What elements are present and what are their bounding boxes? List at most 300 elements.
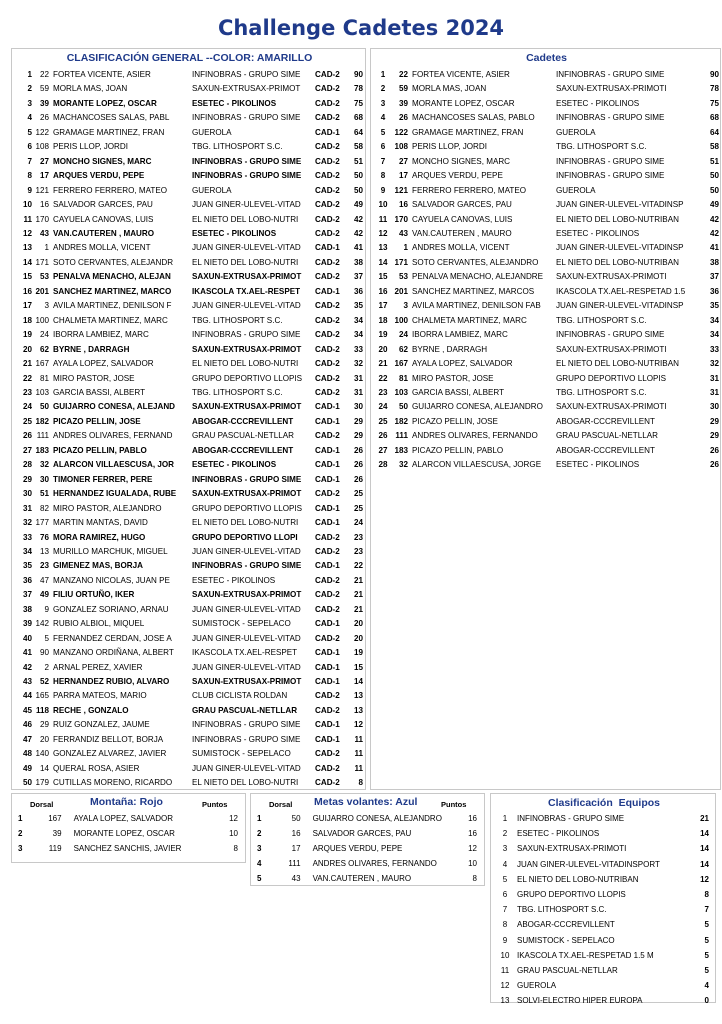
table-row (18, 126, 363, 140)
dorsal-cell: 108 (35, 142, 49, 152)
position-cell: 2 (257, 829, 262, 838)
points-cell: 49 (709, 200, 719, 210)
rider-name-cell: VAN.CAUTEREN , MAURO (53, 228, 155, 238)
team-cell: GRAU PASCUAL-NETLLAR (556, 431, 658, 441)
team-cell: ESETEC - PIKOLINOS (192, 460, 277, 470)
table-row (375, 111, 719, 125)
team-cell: GRAU PASCUAL-NETLLAR (517, 966, 618, 976)
points-cell: 13 (353, 705, 363, 715)
team-cell: SAXUN-EXTRUSAX-PRIMOTI (556, 84, 667, 94)
points-cell: 42 (353, 214, 363, 224)
mountain-dorsal-header: Dorsal (30, 800, 54, 809)
category-cell: CAD-2 (315, 359, 340, 369)
rider-name-cell: MORA RAMIREZ, HUGO (53, 532, 146, 542)
rider-name-cell: ANDRES OLIVARES, FERNANDO (312, 859, 437, 868)
team-cell: INFINOBRAS - GRUPO SIME (192, 561, 302, 571)
dorsal-cell: 27 (398, 156, 408, 166)
points-cell: 68 (353, 113, 363, 123)
points-cell: 21 (353, 575, 363, 585)
mountain-classification-box (11, 793, 246, 863)
position-cell: 11 (500, 966, 510, 976)
table-row (497, 963, 709, 978)
category-cell: CAD-2 (315, 171, 340, 181)
dorsal-cell: 122 (35, 127, 49, 137)
table-row (18, 68, 363, 82)
dorsal-cell: 111 (36, 431, 49, 441)
rider-name-cell: PARRA MATEOS, MARIO (53, 691, 147, 701)
dorsal-cell: 62 (398, 344, 408, 354)
team-cell: TBG. LITHOSPORT S.C. (556, 142, 647, 152)
rider-name-cell: SALVADOR GARCES, PAU (53, 200, 153, 210)
category-cell: CAD-2 (315, 373, 340, 383)
points-cell: 58 (709, 142, 719, 152)
rider-name-cell: MONCHO SIGNES, MARC (412, 156, 511, 166)
table-row (375, 328, 719, 342)
team-cell: SAXUN-EXTRUSAX-PRIMOT (192, 344, 302, 354)
position-cell: 2 (380, 84, 386, 94)
table-row (18, 574, 363, 588)
dorsal-cell: 13 (39, 546, 49, 556)
position-cell: 8 (27, 171, 32, 181)
page-title: Challenge Cadetes 2024 (217, 16, 505, 40)
rider-name-cell: FERRANDIZ BELLOT, BORJA (53, 734, 164, 744)
team-cell: GUEROLA (556, 185, 596, 195)
points-cell: 12 (229, 814, 238, 823)
dorsal-cell: 17 (39, 171, 49, 181)
teams-classification-box (490, 793, 716, 1006)
team-cell: ABOGAR-CCCREVILLENT (556, 445, 655, 455)
position-cell: 25 (378, 416, 388, 426)
points-cell: 30 (709, 402, 719, 412)
table-row (18, 689, 363, 703)
points-cell: 31 (353, 387, 363, 397)
mountain-header (12, 796, 247, 812)
dorsal-cell: 50 (39, 402, 49, 412)
position-cell: 12 (500, 981, 510, 991)
table-row (375, 140, 719, 154)
table-row (18, 776, 363, 790)
table-row (497, 978, 709, 993)
position-cell: 10 (378, 200, 388, 210)
team-cell: EL NIETO DEL LOBO-NUTRIBAN (556, 257, 679, 267)
rider-name-cell: MIRO PASTOR, JOSE (412, 373, 494, 383)
team-cell: JUAN GINER-ULEVEL-VITAD (192, 763, 301, 773)
category-cell: CAD-2 (315, 387, 340, 397)
position-cell: 36 (22, 575, 32, 585)
team-cell: ESETEC - PIKOLINOS (556, 228, 640, 238)
dorsal-cell: 171 (394, 257, 408, 267)
position-cell: 39 (22, 619, 32, 629)
position-cell: 1 (502, 814, 508, 823)
dorsal-cell: 24 (39, 330, 49, 340)
dorsal-cell: 24 (398, 330, 408, 340)
category-cell: CAD-1 (315, 460, 340, 470)
team-cell: EL NIETO DEL LOBO-NUTRIBAN (517, 874, 639, 884)
rider-name-cell: CHALMETA MARTINEZ, MARC (412, 315, 527, 325)
team-cell: ESETEC - PIKOLINOS (192, 98, 277, 108)
dorsal-cell: 43 (398, 228, 408, 238)
rider-name-cell: PICAZO PELLIN, PABLO (412, 445, 504, 455)
rider-name-cell: HERNANDEZ RUBIO, ALVARO (53, 677, 170, 687)
position-cell: 27 (378, 445, 388, 455)
points-cell: 35 (353, 301, 363, 311)
dorsal-cell: 118 (35, 705, 49, 715)
dorsal-cell: 5 (44, 633, 49, 643)
team-cell: IKASCOLA TX.AEL-RESPET (192, 648, 298, 658)
dorsal-cell: 23 (39, 561, 49, 571)
table-row (375, 241, 719, 255)
points-cell: 21 (700, 814, 709, 823)
table-row (18, 97, 363, 111)
team-cell: SOLVI-ELECTRO HIPER EUROPA (517, 996, 643, 1006)
dorsal-cell: 76 (39, 532, 49, 542)
dorsal-cell: 16 (291, 829, 301, 838)
team-cell: IKASCOLA TX.AEL-RESPET (192, 286, 301, 296)
category-cell: CAD-1 (315, 734, 340, 744)
rider-name-cell: PERIS LLOP, JORDI (53, 142, 128, 152)
position-cell: 23 (378, 387, 388, 397)
rider-name-cell: AYALA LOPEZ, SALVADOR (53, 359, 154, 369)
position-cell: 29 (22, 474, 32, 484)
general-classification-table (18, 68, 363, 791)
position-cell: 32 (22, 518, 32, 528)
category-cell: CAD-2 (315, 575, 340, 585)
team-cell: GRUPO DEPORTIVO LLOPIS (192, 373, 303, 383)
dorsal-cell: 119 (48, 844, 62, 853)
dorsal-cell: 121 (35, 185, 49, 195)
team-cell: JUAN GINER-ULEVEL-VITAD (192, 604, 301, 614)
team-cell: EL NIETO DEL LOBO-NUTRI (192, 257, 299, 267)
points-cell: 23 (353, 532, 363, 542)
category-cell: CAD-2 (315, 98, 340, 108)
table-row (375, 444, 719, 458)
position-cell: 26 (22, 431, 32, 441)
rider-name-cell: FERRERO FERRERO, MATEO (412, 185, 527, 195)
dorsal-cell: 39 (398, 98, 408, 108)
rider-name-cell: AYALA LOPEZ, SALVADOR (73, 814, 174, 823)
table-row (18, 545, 363, 559)
team-cell: TBG. LITHOSPORT S.C. (556, 315, 647, 325)
position-cell: 2 (18, 829, 23, 838)
table-row (375, 227, 719, 241)
points-cell: 29 (709, 416, 719, 426)
teams-table (497, 811, 709, 1009)
rider-name-cell: ANDRES OLIVARES, FERNANDO (412, 431, 538, 441)
team-cell: GRUPO DEPORTIVO LLOPIS (192, 503, 303, 513)
points-cell: 14 (700, 829, 709, 839)
position-cell: 5 (257, 874, 262, 883)
points-cell: 90 (353, 70, 363, 79)
category-cell: CAD-2 (315, 431, 340, 441)
dorsal-cell: 81 (398, 373, 408, 383)
dorsal-cell: 16 (398, 200, 408, 210)
dorsal-cell: 167 (394, 359, 408, 369)
points-cell: 50 (353, 171, 363, 181)
points-cell: 12 (353, 720, 363, 730)
points-cell: 16 (468, 814, 477, 823)
table-row (18, 429, 363, 443)
points-cell: 26 (709, 445, 719, 455)
position-cell: 6 (380, 142, 386, 152)
category-cell: CAD-1 (315, 503, 340, 513)
table-row (375, 415, 719, 429)
table-row (375, 270, 719, 284)
team-cell: GUEROLA (192, 127, 232, 137)
rider-name-cell: AVILA MARTINEZ, DENILSON FAB (412, 301, 541, 311)
mountain-points-header: Puntos (202, 800, 228, 809)
team-cell: SAXUN-EXTRUSAX-PRIMOT (192, 402, 302, 412)
dorsal-cell: 167 (48, 814, 62, 823)
dorsal-cell: 49 (39, 590, 49, 600)
points-cell: 31 (353, 373, 363, 383)
rider-name-cell: GARCIA BASSI, ALBERT (53, 387, 146, 397)
points-cell: 14 (700, 859, 709, 869)
points-cell: 8 (233, 844, 238, 853)
dorsal-cell: 142 (35, 619, 49, 629)
rider-name-cell: GONZALEZ ALVAREZ, JAVIER (53, 749, 167, 759)
points-cell: 42 (709, 214, 719, 224)
points-cell: 38 (353, 257, 363, 267)
table-row (18, 328, 363, 342)
rider-name-cell: MANZANO NICOLAS, JUAN PE (53, 575, 170, 585)
position-cell: 42 (22, 662, 32, 672)
category-cell: CAD-2 (315, 113, 340, 123)
position-cell: 30 (22, 489, 32, 499)
dorsal-cell: 111 (395, 431, 408, 441)
rider-name-cell: GIMENEZ MAS, BORJA (53, 561, 143, 571)
points-cell: 26 (353, 460, 363, 470)
rider-name-cell: PENALVA MENACHO, ALEJANDRE (412, 272, 544, 282)
dorsal-cell: 170 (394, 214, 408, 224)
rider-name-cell: ARQUES VERDU, PEPE (312, 844, 403, 853)
dorsal-cell: 179 (35, 778, 49, 788)
table-row (18, 617, 363, 631)
rider-name-cell: ARQUES VERDU, PEPE (53, 171, 145, 181)
position-cell: 48 (22, 749, 32, 759)
position-cell: 7 (27, 156, 32, 166)
table-row (497, 993, 709, 1008)
rider-name-cell: FORTEA VICENTE, ASIER (53, 70, 151, 79)
team-cell: GUEROLA (556, 127, 596, 137)
points-cell: 20 (353, 619, 363, 629)
table-row (18, 198, 363, 212)
position-cell: 13 (22, 243, 32, 253)
table-row (18, 531, 363, 545)
points-cell: 33 (353, 344, 363, 354)
category-cell: CAD-1 (315, 286, 340, 296)
points-cell: 22 (353, 561, 363, 571)
points-cell: 24 (353, 518, 363, 528)
rider-name-cell: MIRO PASTOR, ALEJANDRO (53, 503, 162, 513)
table-row (257, 826, 477, 841)
points-cell: 64 (709, 127, 719, 137)
dorsal-cell: 22 (39, 70, 49, 79)
points-cell: 20 (353, 633, 363, 643)
points-cell: 31 (709, 373, 719, 383)
points-cell: 29 (353, 416, 363, 426)
position-cell: 46 (22, 720, 32, 730)
table-row (375, 400, 719, 414)
rider-name-cell: MARTIN MANTAS, DAVID (53, 518, 148, 528)
table-row (18, 747, 363, 761)
category-cell: CAD-1 (315, 619, 340, 629)
table-row (18, 213, 363, 227)
points-cell: 32 (353, 359, 363, 369)
points-cell: 51 (353, 156, 363, 166)
points-cell: 8 (358, 778, 363, 788)
position-cell: 21 (378, 359, 388, 369)
sprints-classification-box (250, 793, 485, 886)
team-cell: EL NIETO DEL LOBO-NUTRI (192, 214, 299, 224)
dorsal-cell: 1 (403, 243, 408, 253)
dorsal-cell: 182 (394, 416, 408, 426)
position-cell: 50 (22, 778, 32, 788)
table-row (18, 733, 363, 747)
points-cell: 38 (709, 257, 719, 267)
table-row (18, 343, 363, 357)
rider-name-cell: IBORRA LAMBIEZ, MARC (53, 330, 149, 340)
table-row (18, 718, 363, 732)
dorsal-cell: 22 (398, 70, 408, 79)
team-cell: GUEROLA (517, 981, 557, 991)
position-cell: 11 (23, 214, 32, 224)
rider-name-cell: MONCHO SIGNES, MARC (53, 156, 152, 166)
rider-name-cell: ALARCON VILLAESCUSA, JOR (53, 460, 174, 470)
dorsal-cell: 59 (398, 84, 408, 94)
position-cell: 15 (22, 272, 32, 282)
category-cell: CAD-2 (315, 330, 340, 340)
position-cell: 41 (22, 648, 32, 658)
team-cell: GRAU PASCUAL-NETLLAR (192, 705, 298, 715)
table-row (18, 415, 363, 429)
rider-name-cell: VAN.CAUTEREN , MAURO (312, 874, 412, 883)
points-cell: 31 (709, 387, 719, 397)
points-cell: 13 (353, 691, 363, 701)
dorsal-cell: 59 (39, 84, 49, 94)
table-row (18, 675, 363, 689)
position-cell: 1 (257, 814, 262, 823)
team-cell: EL NIETO DEL LOBO-NUTRI (192, 518, 299, 528)
dorsal-cell: 53 (39, 272, 49, 282)
team-cell: INFINOBRAS - GRUPO SIME (556, 156, 665, 166)
rider-name-cell: MORANTE LOPEZ, OSCAR (53, 98, 157, 108)
dorsal-cell: 26 (398, 113, 408, 123)
rider-name-cell: ARQUES VERDU, PEPE (412, 171, 503, 181)
rider-name-cell: RUBIO ALBIOL, MIQUEL (53, 619, 145, 629)
points-cell: 14 (700, 844, 709, 854)
team-cell: SAXUN-EXTRUSAX-PRIMOT (192, 590, 302, 600)
position-cell: 22 (378, 373, 388, 383)
category-cell: CAD-2 (315, 200, 340, 210)
position-cell: 24 (378, 402, 388, 412)
team-cell: ESETEC - PIKOLINOS (192, 575, 276, 585)
points-cell: 4 (704, 981, 709, 991)
team-cell: ESETEC - PIKOLINOS (556, 98, 640, 108)
rider-name-cell: PENALVA MENACHO, ALEJAN (53, 272, 171, 282)
position-cell: 13 (378, 243, 388, 253)
table-row (375, 82, 719, 96)
table-row (497, 917, 709, 932)
rider-name-cell: SANCHEZ MARTINEZ, MARCO (53, 286, 172, 296)
sprints-header (251, 796, 486, 812)
team-cell: SAXUN-EXTRUSAX-PRIMOTI (517, 844, 627, 854)
position-cell: 8 (502, 920, 508, 930)
position-cell: 22 (22, 373, 32, 383)
rider-name-cell: MORLA MAS, JOAN (53, 84, 128, 94)
team-cell: INFINOBRAS - GRUPO SIME (192, 330, 301, 340)
table-row (375, 299, 719, 313)
dorsal-cell: 100 (35, 315, 49, 325)
dorsal-cell: 2 (44, 662, 49, 672)
points-cell: 78 (709, 84, 719, 94)
table-row (18, 169, 363, 183)
position-cell: 13 (500, 996, 510, 1006)
team-cell: CLUB CICLISTA ROLDAN (192, 691, 288, 701)
category-cell: CAD-1 (315, 518, 340, 528)
table-row (375, 155, 719, 169)
table-row (497, 857, 709, 872)
rider-name-cell: ANDRES OLIVARES, FERNAND (53, 431, 173, 441)
category-cell: CAD-2 (315, 691, 340, 701)
rider-name-cell: GONZALEZ SORIANO, ARNAU (53, 604, 169, 614)
team-cell: GRUPO DEPORTIVO LLOPIS (517, 890, 626, 900)
points-cell: 37 (709, 272, 719, 282)
rider-name-cell: PICAZO PELLIN, PABLO (53, 445, 147, 455)
sprints-dorsal-header: Dorsal (269, 800, 293, 809)
team-cell: SUMISTOCK - SEPELACO (192, 619, 291, 629)
position-cell: 14 (22, 257, 32, 267)
dorsal-cell: 183 (35, 445, 49, 455)
team-cell: JUAN GINER-ULEVEL-VITAD (192, 301, 301, 311)
category-cell: CAD-1 (315, 445, 340, 455)
table-row (18, 646, 363, 660)
position-cell: 24 (22, 402, 32, 412)
team-cell: INFINOBRAS - GRUPO SIME (192, 474, 302, 484)
rider-name-cell: GUIJARRO CONESA, ALEJAND (53, 402, 176, 412)
points-cell: 34 (353, 330, 363, 340)
position-cell: 3 (257, 844, 262, 853)
rider-name-cell: ARNAL PEREZ, XAVIER (53, 662, 143, 672)
general-classification-box (11, 48, 366, 790)
rider-name-cell: HERNANDEZ IGUALADA, RUBE (53, 489, 177, 499)
category-cell: CAD-2 (315, 214, 340, 224)
dorsal-cell: 140 (35, 749, 49, 759)
points-cell: 50 (709, 185, 719, 195)
dorsal-cell: 27 (39, 156, 49, 166)
dorsal-cell: 53 (398, 272, 408, 282)
rider-name-cell: SANCHEZ MARTINEZ, MARCOS (412, 286, 535, 296)
dorsal-cell: 52 (39, 677, 49, 687)
points-cell: 19 (353, 648, 363, 658)
table-row (497, 872, 709, 887)
category-cell: CAD-1 (315, 402, 340, 412)
dorsal-cell: 47 (39, 575, 49, 585)
rider-name-cell: CAYUELA CANOVAS, LUIS (53, 214, 154, 224)
dorsal-cell: 177 (35, 518, 49, 528)
team-cell: ABOGAR-CCCREVILLENT (517, 920, 615, 930)
dorsal-cell: 14 (39, 763, 49, 773)
points-cell: 5 (704, 966, 709, 976)
position-cell: 3 (502, 844, 508, 854)
dorsal-cell: 39 (52, 829, 62, 838)
table-row (18, 140, 363, 154)
category-cell: CAD-2 (315, 633, 340, 643)
team-cell: GRAU PASCUAL-NETLLAR (192, 431, 294, 441)
position-cell: 4 (27, 113, 32, 123)
points-cell: 35 (709, 301, 719, 311)
team-cell: SAXUN-EXTRUSAX-PRIMOT (192, 272, 302, 282)
rider-name-cell: PERIS LLOP, JORDI (412, 142, 487, 152)
